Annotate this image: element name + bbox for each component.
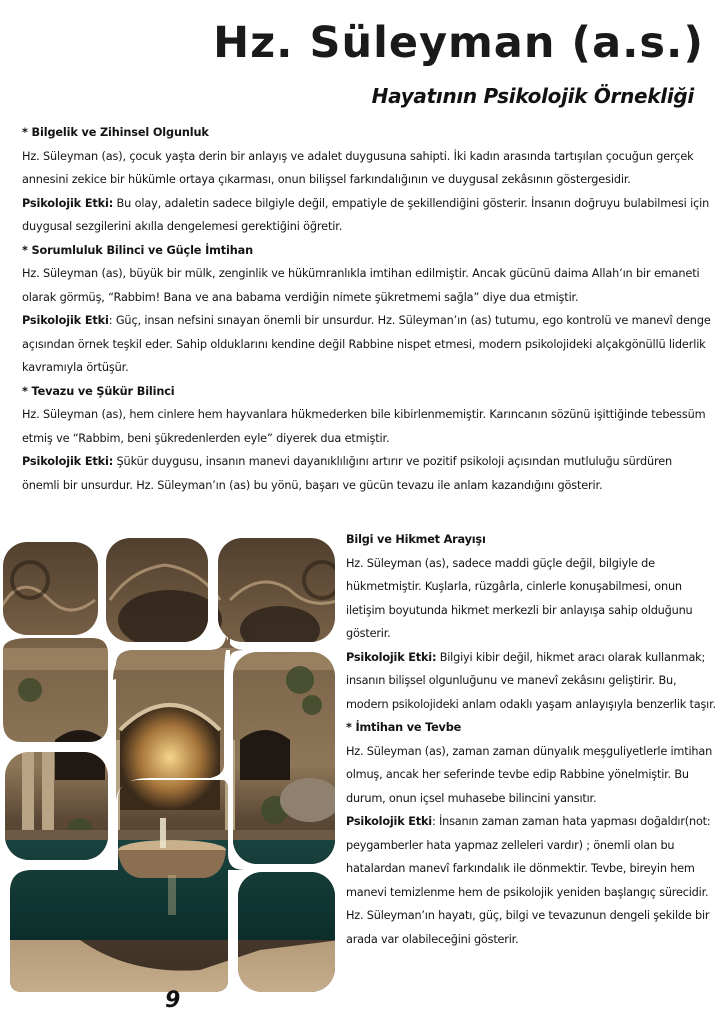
section-imtihan-tevbe xyxy=(346,716,716,951)
section-heading: * Tevazu ve Şükür Bilinci xyxy=(22,384,175,398)
effect-label: Psikolojik Etki: xyxy=(346,650,437,664)
section-paragraph: Hz. Süleyman (as), çocuk yaşta derin bir anlayış ve adalet duygusuna sahipti. İki kadın arasında tartışılan çocuğun gerçek annesini zekice bir hükümle ortaya çıkarması, onun bilişsel farkındalığının ve duygusal zekâsının göstergesidir. xyxy=(22,149,694,186)
palace-fountain-illustration xyxy=(0,530,340,1000)
section-paragraph: Hz. Süleyman (as), büyük bir mülk, zenginlik ve hükümranlıkla imtihan edilmiştir. Ancak gücünü daima Allah’ın bir emaneti olarak görmüş, “Rabbim! Bana ve ana babama verdiğin nimete şükretmemi sağla” diye dua etmiştir. xyxy=(22,267,700,304)
section-tevazu xyxy=(22,380,712,498)
section-heading: * Sorumluluk Bilinci ve Güçle İmtihan xyxy=(22,243,254,257)
effect-paragraph xyxy=(346,646,716,717)
section-heading: Bilgi ve Hikmet Arayışı xyxy=(346,533,486,546)
section-paragraph: Hz. Süleyman (as), sadece maddi güçle değil, bilgiyle de hükmetmiştir. Kuşlarla, rüzgârla, cinlerle konuşabilmesi, onun iletişim boyutunda hikmet merkezli bir anlayışa sahip olduğunu gösterir. xyxy=(346,556,693,640)
effect-text: Bilgiyi kibir değil, hikmet aracı olarak kullanmak; insanın bilişsel olgunluğunu ve manevî zekâsını geliştirir. Bu, modern psikolojideki anlam odaklı yaşam anlayışıyla benzerlik taşır. xyxy=(346,650,716,711)
effect-text: Şükür duygusu, insanın manevi dayanıklılığını artırır ve pozitif psikoloji açısından mutluluğu sürdüren önemli bir unsurdur. Hz. Süleyman’ın (as) bu yönü, başarı ve gücün tevazu ile anlam kazandığını gösterir. xyxy=(22,455,673,492)
effect-label: Psikolojik Etki: xyxy=(22,455,114,468)
page-subtitle: Hayatının Psikolojik Örnekliği xyxy=(371,84,694,108)
palace-fountain-image-mosaic xyxy=(0,530,340,1000)
effect-label: Psikolojik Etki: xyxy=(22,196,114,210)
section-heading: * İmtihan ve Tevbe xyxy=(346,721,462,734)
effect-text: : İnsanın zaman zaman hata yapması doğaldır(not: peygamberler hata yapmaz zelleleri vardır) ; önemli olan bu hatalardan manevî farkındalık ile dönmektir. Tevbe, bireyin hem manevi temizlenme hem de psikolojik yeniden başlangıç sürecidir. Hz. Süleyman’ın hayatı, güç, bilgi ve tevazunun dengeli şekilde bir arada var olabileceğini gösterir. xyxy=(346,815,711,946)
effect-text: : Güç, insan nefsini sınayan önemli bir unsurdur. Hz. Süleyman’ın (as) tutumu, ego kontrolü ve manevî denge açısından örnek teşkil eder. Sahip olduklarını kendine değil Rabbine nispet etmesi, modern psikolojideki alçakgönüllü liderlik kavramıyla örtüşür. xyxy=(22,314,711,374)
page-number: 9 xyxy=(165,988,181,1013)
section-bilgi-hikmet xyxy=(346,528,716,716)
effect-label: Psikolojik Etki xyxy=(22,314,109,327)
section-sorumluluk xyxy=(22,239,712,380)
right-text-block xyxy=(346,528,716,951)
section-bilgelik xyxy=(22,121,712,239)
effect-paragraph xyxy=(22,192,712,239)
page-title: Hz. Süleyman (a.s.) xyxy=(213,18,704,68)
top-text-block xyxy=(22,121,712,497)
section-paragraph: Hz. Süleyman (as), hem cinlere hem hayvanlara hükmederken bile kibirlenmemiştir. Karıncanın sözünü işittiğinde tebessüm etmiş ve “Rabbim, beni şükredenlerden eyle” diyerek dua etmiştir. xyxy=(22,408,706,445)
section-heading: * Bilgelik ve Zihinsel Olgunluk xyxy=(22,126,209,139)
effect-paragraph xyxy=(346,810,716,951)
effect-label: Psikolojik Etki xyxy=(346,815,432,828)
effect-text: Bu olay, adaletin sadece bilgiyle değil, empatiyle de şekillendiğini gösterir. İnsanın doğruyu bulabilmesi için duygusal sezgilerini akılla dengelemesi gerektiğini öğretir. xyxy=(22,196,710,233)
effect-paragraph xyxy=(22,450,712,497)
section-paragraph: Hz. Süleyman (as), zaman zaman dünyalık meşguliyetlerle imtihan olmuş, ancak her seferinde tevbe edip Rabbine yönelmiştir. Bu durum, onun içsel muhasebe bilincini yansıtır. xyxy=(346,744,713,805)
effect-paragraph xyxy=(22,309,712,380)
